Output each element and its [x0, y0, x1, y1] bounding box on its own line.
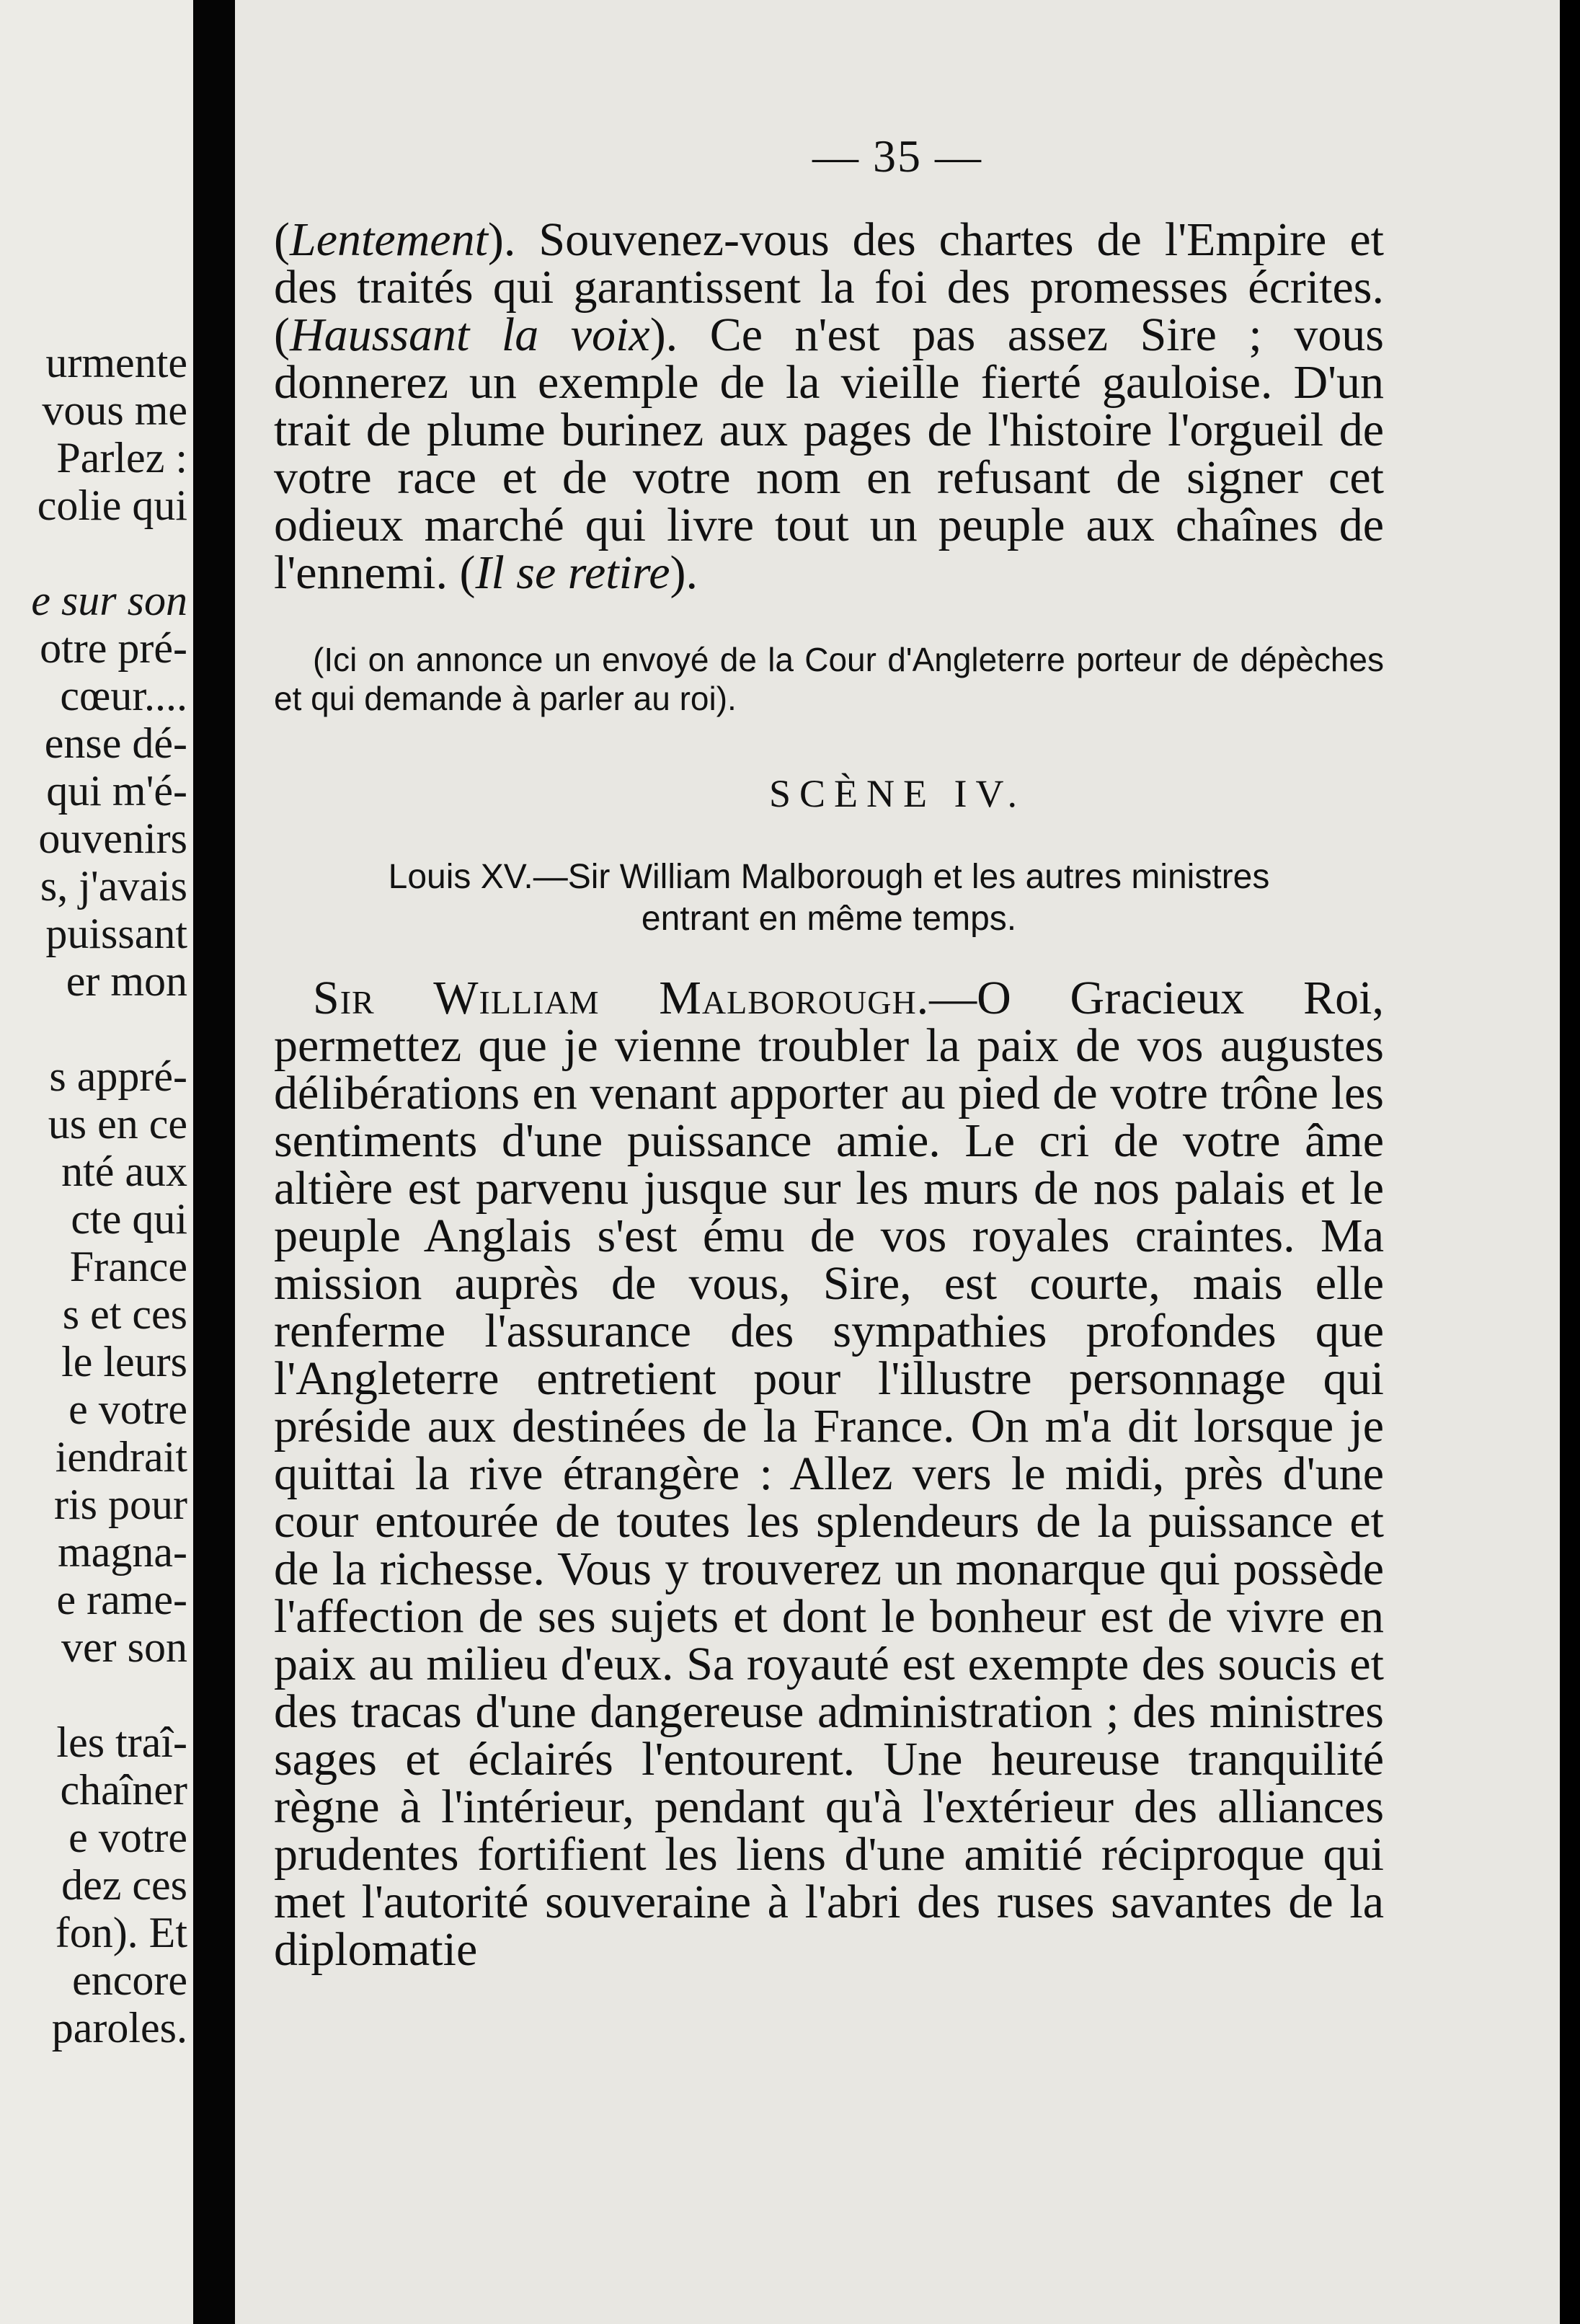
left-page-line: ver son — [61, 1623, 187, 1671]
previous-page-fragment — [0, 0, 193, 2324]
speech-text: —O Gracieux Roi, permettez que je vienne troubler la paix de vos augustes délibérations en venant apporter au pied de votre trône les sentiments d'une puissance amie. Le cri de votre âme altière est parvenu jusque sur les murs de nos palais et le peuple Anglais s'est ému de vos royales craintes. Ma mission auprès de vous, Sire, est courte, mais elle renferme l'assurance des sympathies profondes que l'Angleterre entretient pour l'illustre personnage qui préside aux destinées de la France. On m'a dit lorsque je quittai la rive étrangère : Allez vers le midi, près d'une cour entourée de toutes les splendeurs de la puissance et de la richesse. Vous y trouverez un monarque qui possède l'affection de ses sujets et dont le bonheur est de vivre en paix au milieu d'eux. Sa royauté est exempte des soucis et des tracas d'une dangereuse administration ; des ministres sages et éclairés l'entourent. Une heureuse tranquilité règne à l'intérieur, pendant qu'à l'extérieur des alliances prudentes fortifient les liens d'une amitié réciproque qui met l'autorité souveraine à l'abri des ruses savantes de la diplomatie — [274, 972, 1384, 1976]
left-page-line: France — [69, 1243, 187, 1290]
book-gutter — [193, 0, 235, 2324]
left-page-line: ouvenirs — [38, 815, 187, 862]
left-page-line: paroles. — [51, 2004, 187, 2052]
left-page-line: nté aux — [61, 1148, 187, 1195]
left-page-line: qui m'é- — [46, 767, 187, 815]
stage-cue-italic: Lentement — [289, 213, 488, 266]
left-page-line: colie qui — [37, 482, 187, 529]
left-page-line: fon). Et — [55, 1909, 187, 1956]
left-page-line: cte qui — [71, 1195, 187, 1243]
opening-paragraph: (Lentement). Souvenez-vous des chartes de l'Empire et des traités qui garantissent la foi des promesses écrites. (Haussant la voix). Ce n'est pas assez Sire ; vous donnerez un exemple de la vieille fierté gauloise. D'un trait de plume burinez aux pages de l'histoire l'orgueil de votre race et de votre nom en refusant de signer cet odieux marché qui livre tout un peuple aux chaînes de l'ennemi. (Il se retire). — [274, 213, 1384, 599]
left-page-line: magna- — [58, 1528, 187, 1576]
left-page-line: dez ces — [61, 1861, 187, 1909]
left-page-line: le leurs — [61, 1338, 187, 1385]
stage-direction: (Ici on annonce un envoyé de la Cour d'Angleterre porteur de dépèches et qui demande à parler au roi). — [274, 641, 1384, 717]
left-page-line: s, j'avais — [40, 862, 187, 910]
stage-cue-italic: Haussant la voix — [289, 309, 650, 361]
scene-title: SCÈNE IV. — [768, 772, 1026, 815]
opening-paragraph-block — [274, 213, 1384, 599]
page-edge — [1560, 0, 1580, 2324]
left-page-line: e votre — [68, 1385, 187, 1433]
stage-cue-italic: Il se retire — [475, 546, 670, 599]
left-page-line: er mon — [66, 957, 187, 1005]
left-page-line: s appré- — [49, 1052, 187, 1100]
left-page-line: e sur son — [31, 577, 187, 624]
page-number: — 35 — — [812, 130, 982, 182]
left-page-line: puissant — [45, 910, 187, 957]
left-page-line: e rame- — [56, 1576, 187, 1623]
left-page-line: ris pour — [54, 1481, 187, 1528]
left-page-line: Parlez : — [56, 434, 187, 482]
left-page-line: cœur.... — [60, 672, 187, 719]
speech-block — [274, 972, 1384, 1976]
left-page-line: vous me — [42, 386, 187, 434]
left-page-line: urmente — [45, 339, 187, 386]
left-page-line: chaîner — [60, 1766, 187, 1814]
speech-paragraph — [274, 972, 1384, 1976]
scene-characters — [274, 856, 1384, 940]
left-page-line: e votre — [68, 1814, 187, 1861]
left-page-line: iendrait — [55, 1433, 187, 1481]
characters-line-1: Louis XV.—Sir William Malborough et les autres ministres — [388, 858, 1270, 896]
left-page-line: ense dé- — [44, 719, 187, 767]
left-page-line: otre pré- — [40, 624, 187, 672]
left-page-line: s et ces — [62, 1290, 187, 1338]
speaker-name: Sir William Malborough. — [313, 972, 930, 1024]
book-page — [235, 0, 1560, 2324]
left-page-line: us en ce — [48, 1100, 187, 1148]
left-page-line: encore — [72, 1956, 187, 2004]
characters-line-2: entrant en même temps. — [641, 900, 1017, 938]
left-page-line: les traî- — [56, 1718, 187, 1766]
stage-direction-block — [274, 640, 1384, 718]
